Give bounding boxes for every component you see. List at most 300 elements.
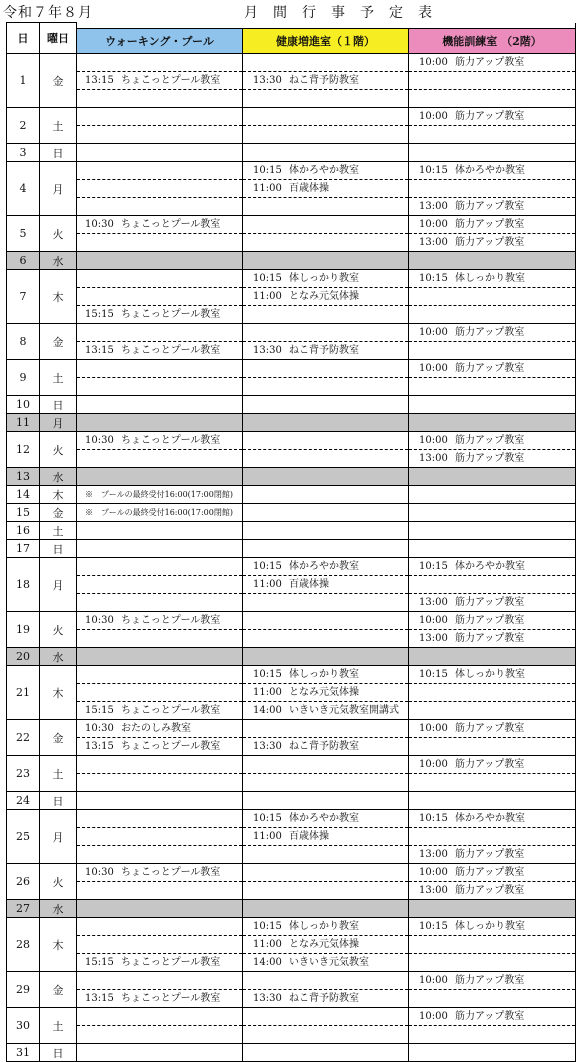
time-slot — [77, 558, 242, 576]
schedule-cell-a — [77, 162, 243, 216]
time-slot — [409, 738, 575, 755]
schedule-cell-c — [409, 792, 576, 810]
weekday-cell: 金 — [40, 720, 77, 756]
day-cell: 8 — [7, 324, 40, 360]
time-slot — [243, 630, 408, 647]
table-row — [7, 54, 576, 108]
slot-time: 13:00 — [419, 237, 448, 248]
slot-time: 10:00 — [419, 363, 448, 374]
schedule-cell-b — [243, 864, 409, 900]
slot-time: 13:00 — [419, 453, 448, 464]
schedule-cell-a — [77, 144, 243, 162]
time-slot — [243, 486, 408, 503]
time-slot — [409, 180, 575, 198]
time-slot — [243, 972, 408, 990]
weekday-cell: 火 — [40, 864, 77, 900]
slot-time: 11:00 — [253, 939, 282, 950]
time-slot — [243, 414, 408, 431]
time-slot — [409, 972, 575, 990]
time-slot — [243, 324, 408, 342]
day-cell: 5 — [7, 216, 40, 252]
slot-time: 10:15 — [253, 921, 282, 932]
time-slot — [409, 810, 575, 828]
time-slot — [243, 144, 408, 161]
slot-time: 11:00 — [253, 291, 282, 302]
time-slot — [77, 918, 242, 936]
schedule-cell-b — [243, 666, 409, 720]
weekday-cell: 月 — [40, 414, 77, 432]
slot-event: 体かろやか教室 — [455, 561, 525, 572]
slot-event: 筋力アップ教室 — [455, 111, 525, 122]
time-slot — [77, 108, 242, 126]
time-slot — [77, 666, 242, 684]
time-slot — [77, 396, 242, 413]
time-slot — [409, 594, 575, 611]
time-slot — [77, 288, 242, 306]
schedule-cell-c — [409, 612, 576, 648]
slot-time: 10:15 — [419, 813, 448, 824]
time-slot — [409, 612, 575, 630]
slot-event: 筋力アップ教室 — [455, 849, 525, 860]
time-slot — [243, 828, 408, 846]
slot-event: 筋力アップ教室 — [455, 759, 525, 770]
schedule-cell-b — [243, 432, 409, 468]
schedule-cell-b — [243, 720, 409, 756]
time-slot — [77, 1044, 242, 1061]
time-slot — [77, 594, 242, 611]
time-slot — [243, 882, 408, 899]
slot-event: ちょこっとプール教室 — [121, 219, 221, 230]
schedule-cell-c — [409, 522, 576, 540]
col-header-weekday: 曜日 — [40, 23, 77, 54]
schedule-cell-c — [409, 144, 576, 162]
time-slot — [77, 198, 242, 215]
day-cell: 6 — [7, 252, 40, 270]
weekday-cell: 水 — [40, 252, 77, 270]
weekday-cell: 月 — [40, 558, 77, 612]
day-cell: 18 — [7, 558, 40, 612]
time-slot — [243, 306, 408, 323]
weekday-cell: 火 — [40, 216, 77, 252]
slot-event: ちょこっとプール教室 — [121, 993, 221, 1004]
time-slot — [409, 1026, 575, 1043]
schedule-cell-b — [243, 540, 409, 558]
weekday-cell: 日 — [40, 540, 77, 558]
time-slot — [77, 900, 242, 917]
slot-event: 体しっかり教室 — [289, 669, 359, 680]
day-cell: 30 — [7, 1008, 40, 1044]
table-row — [7, 468, 576, 486]
slot-event: 筋力アップ教室 — [455, 453, 525, 464]
time-slot — [243, 558, 408, 576]
time-slot — [77, 522, 242, 539]
time-slot — [243, 738, 408, 755]
time-slot — [243, 180, 408, 198]
time-slot — [409, 162, 575, 180]
day-cell: 16 — [7, 522, 40, 540]
time-slot — [409, 378, 575, 395]
time-slot — [77, 234, 242, 251]
table-row — [7, 648, 576, 666]
schedule-cell-a — [77, 270, 243, 324]
day-cell: 14 — [7, 486, 40, 504]
time-slot — [409, 864, 575, 882]
weekday-cell: 月 — [40, 162, 77, 216]
time-slot — [243, 774, 408, 791]
schedule-cell-c — [409, 540, 576, 558]
slot-time: 10:00 — [419, 1011, 448, 1022]
time-slot — [409, 396, 575, 413]
slot-time: 10:00 — [419, 57, 448, 68]
pool-note: ※ プールの最終受付16:00(17:00閉館) — [85, 490, 233, 499]
day-cell: 9 — [7, 360, 40, 396]
day-cell: 26 — [7, 864, 40, 900]
time-slot — [409, 522, 575, 539]
table-row — [7, 414, 576, 432]
day-cell: 27 — [7, 900, 40, 918]
slot-time: 14:00 — [253, 705, 282, 716]
slot-time: 10:15 — [253, 669, 282, 680]
time-slot — [243, 72, 408, 90]
slot-time: 10:15 — [419, 273, 448, 284]
time-slot — [243, 468, 408, 485]
time-slot — [77, 126, 242, 143]
time-slot — [409, 702, 575, 719]
schedule-cell-a — [77, 666, 243, 720]
time-slot — [409, 936, 575, 954]
schedule-cell-c — [409, 216, 576, 252]
slot-time: 10:00 — [419, 867, 448, 878]
time-slot — [77, 1026, 242, 1043]
slot-time: 13:00 — [419, 849, 448, 860]
slot-time: 13:00 — [419, 597, 448, 608]
slot-event: 筋力アップ教室 — [455, 435, 525, 446]
slot-event: ねこ背予防教室 — [289, 741, 359, 752]
schedule-cell-c — [409, 864, 576, 900]
time-slot — [243, 234, 408, 251]
time-slot — [77, 702, 242, 719]
schedule-cell-c — [409, 468, 576, 486]
schedule-cell-a — [77, 1044, 243, 1062]
schedule-cell-a — [77, 522, 243, 540]
schedule-cell-c — [409, 666, 576, 720]
schedule-cell-a — [77, 414, 243, 432]
slot-event: ちょこっとプール教室 — [121, 867, 221, 878]
schedule-cell-b — [243, 558, 409, 612]
time-slot — [409, 666, 575, 684]
time-slot — [77, 324, 242, 342]
slot-event: 筋力アップ教室 — [455, 597, 525, 608]
day-cell: 28 — [7, 918, 40, 972]
time-slot — [409, 216, 575, 234]
time-slot — [77, 90, 242, 107]
schedule-cell-a — [77, 324, 243, 360]
time-slot — [409, 630, 575, 647]
table-row — [7, 144, 576, 162]
schedule-cell-b — [243, 756, 409, 792]
schedule-cell-a — [77, 900, 243, 918]
time-slot — [243, 612, 408, 630]
slot-event: 百歳体操 — [289, 579, 329, 590]
weekday-cell: 火 — [40, 432, 77, 468]
weekday-cell: 日 — [40, 1044, 77, 1062]
time-slot — [77, 180, 242, 198]
table-row — [7, 486, 576, 504]
day-cell: 24 — [7, 792, 40, 810]
slot-event: 体かろやか教室 — [455, 165, 525, 176]
schedule-cell-a — [77, 792, 243, 810]
slot-event: 体かろやか教室 — [289, 561, 359, 572]
slot-event: いきいき元気教室開講式 — [289, 705, 399, 716]
slot-time: 10:00 — [419, 759, 448, 770]
time-slot — [77, 828, 242, 846]
schedule-cell-c — [409, 54, 576, 108]
schedule-cell-a — [77, 756, 243, 792]
time-slot — [77, 846, 242, 863]
table-row — [7, 540, 576, 558]
slot-event: ちょこっとプール教室 — [121, 435, 221, 446]
slot-time: 13:15 — [85, 741, 114, 752]
time-slot — [243, 90, 408, 107]
time-slot — [77, 684, 242, 702]
time-slot — [409, 792, 575, 809]
schedule-cell-c — [409, 1008, 576, 1044]
time-slot — [243, 198, 408, 215]
time-slot — [409, 126, 575, 143]
slot-time: 10:00 — [419, 435, 448, 446]
time-slot — [243, 1008, 408, 1026]
schedule-cell-c — [409, 414, 576, 432]
day-cell: 11 — [7, 414, 40, 432]
slot-time: 14:00 — [253, 957, 282, 968]
table-row — [7, 1008, 576, 1044]
time-slot — [77, 144, 242, 161]
schedule-cell-c — [409, 504, 576, 522]
time-slot — [243, 954, 408, 971]
schedule-cell-a — [77, 1008, 243, 1044]
weekday-cell: 金 — [40, 504, 77, 522]
day-cell: 31 — [7, 1044, 40, 1062]
table-row — [7, 360, 576, 396]
schedule-cell-b — [243, 324, 409, 360]
time-slot — [409, 576, 575, 594]
slot-time: 10:15 — [253, 165, 282, 176]
weekday-cell: 金 — [40, 324, 77, 360]
schedule-cell-b — [243, 810, 409, 864]
schedule-cell-a — [77, 432, 243, 468]
weekday-cell: 日 — [40, 144, 77, 162]
time-slot — [243, 216, 408, 234]
schedule-cell-b — [243, 1008, 409, 1044]
slot-event: 筋力アップ教室 — [455, 1011, 525, 1022]
slot-event: ちょこっとプール教室 — [121, 75, 221, 86]
day-cell: 17 — [7, 540, 40, 558]
time-slot — [409, 144, 575, 161]
time-slot — [243, 810, 408, 828]
slot-event: となみ元気体操 — [289, 291, 359, 302]
time-slot — [243, 918, 408, 936]
time-slot — [409, 306, 575, 323]
slot-event: 体かろやか教室 — [289, 165, 359, 176]
time-slot — [77, 720, 242, 738]
slot-event: 体かろやか教室 — [455, 813, 525, 824]
slot-event: 体しっかり教室 — [455, 669, 525, 680]
table-row — [7, 1044, 576, 1062]
schedule-cell-b — [243, 468, 409, 486]
table-row — [7, 252, 576, 270]
day-cell: 23 — [7, 756, 40, 792]
slot-event: 筋力アップ教室 — [455, 237, 525, 248]
time-slot — [243, 594, 408, 611]
slot-event: いきいき元気教室 — [289, 957, 369, 968]
time-slot — [409, 558, 575, 576]
table-row — [7, 432, 576, 468]
weekday-cell: 土 — [40, 108, 77, 144]
table-row — [7, 270, 576, 324]
table-row — [7, 972, 576, 1008]
day-cell: 20 — [7, 648, 40, 666]
time-slot — [77, 774, 242, 791]
schedule-cell-b — [243, 396, 409, 414]
slot-time: 11:00 — [253, 579, 282, 590]
time-slot — [243, 432, 408, 450]
time-slot — [409, 108, 575, 126]
schedule-cell-b — [243, 1044, 409, 1062]
time-slot — [77, 72, 242, 90]
slot-event: 百歳体操 — [289, 831, 329, 842]
time-slot — [243, 270, 408, 288]
time-slot — [243, 378, 408, 395]
slot-time: 13:00 — [419, 885, 448, 896]
time-slot — [77, 162, 242, 180]
page-title: 月間行事予定表 — [244, 5, 447, 21]
slot-time: 10:15 — [419, 561, 448, 572]
slot-time: 13:30 — [253, 75, 282, 86]
time-slot — [409, 684, 575, 702]
time-slot — [409, 774, 575, 791]
slot-time: 10:15 — [253, 273, 282, 284]
schedule-cell-a — [77, 468, 243, 486]
time-slot — [243, 504, 408, 521]
time-slot — [409, 54, 575, 72]
schedule-cell-a — [77, 918, 243, 972]
weekday-cell: 土 — [40, 756, 77, 792]
weekday-cell: 月 — [40, 810, 77, 864]
weekday-cell: 日 — [40, 792, 77, 810]
time-slot — [409, 270, 575, 288]
table-row — [7, 558, 576, 612]
time-slot — [409, 72, 575, 90]
schedule-cell-a — [77, 558, 243, 612]
weekday-cell: 日 — [40, 396, 77, 414]
schedule-cell-b — [243, 504, 409, 522]
slot-time: 13:00 — [419, 633, 448, 644]
time-slot — [409, 468, 575, 485]
slot-time: 13:15 — [85, 993, 114, 1004]
time-slot — [409, 918, 575, 936]
schedule-cell-b — [243, 144, 409, 162]
slot-event: 筋力アップ教室 — [455, 885, 525, 896]
time-slot — [409, 900, 575, 917]
time-slot — [243, 900, 408, 917]
time-slot — [243, 666, 408, 684]
weekday-cell: 火 — [40, 612, 77, 648]
col-header-walking-pool: ウォーキング・プール — [77, 29, 243, 54]
time-slot — [77, 612, 242, 630]
day-cell: 3 — [7, 144, 40, 162]
time-slot — [243, 360, 408, 378]
schedule-cell-b — [243, 108, 409, 144]
schedule-cell-b — [243, 270, 409, 324]
schedule-cell-c — [409, 486, 576, 504]
time-slot — [409, 198, 575, 215]
time-slot — [243, 288, 408, 306]
time-slot — [77, 252, 242, 269]
day-cell: 15 — [7, 504, 40, 522]
slot-event: ちょこっとプール教室 — [121, 741, 221, 752]
time-slot — [409, 540, 575, 557]
schedule-cell-a — [77, 648, 243, 666]
schedule-cell-c — [409, 972, 576, 1008]
slot-time: 13:30 — [253, 993, 282, 1004]
table-row — [7, 162, 576, 216]
slot-time: 10:15 — [419, 165, 448, 176]
time-slot — [409, 504, 575, 521]
slot-event: ちょこっとプール教室 — [121, 615, 221, 626]
schedule-cell-c — [409, 360, 576, 396]
time-slot — [243, 702, 408, 719]
schedule-table — [6, 22, 576, 1062]
schedule-cell-a — [77, 108, 243, 144]
slot-event: 筋力アップ教室 — [455, 867, 525, 878]
slot-event: ねこ背予防教室 — [289, 75, 359, 86]
schedule-cell-c — [409, 270, 576, 324]
slot-event: 筋力アップ教室 — [455, 615, 525, 626]
time-slot — [77, 432, 242, 450]
slot-time: 11:00 — [253, 831, 282, 842]
time-slot — [243, 936, 408, 954]
slot-time: 13:30 — [253, 741, 282, 752]
slot-time: 13:15 — [85, 75, 114, 86]
day-cell: 22 — [7, 720, 40, 756]
schedule-cell-b — [243, 900, 409, 918]
col-header-training-room: 機能訓練室 （2階） — [409, 29, 576, 54]
time-slot — [77, 792, 242, 809]
time-slot — [409, 432, 575, 450]
schedule-cell-b — [243, 792, 409, 810]
schedule-cell-a — [77, 720, 243, 756]
time-slot — [243, 864, 408, 882]
time-slot — [243, 108, 408, 126]
slot-time: 10:00 — [419, 723, 448, 734]
time-slot — [409, 360, 575, 378]
time-slot — [77, 54, 242, 72]
schedule-cell-b — [243, 972, 409, 1008]
schedule-cell-b — [243, 612, 409, 648]
slot-time: 10:30 — [85, 435, 114, 446]
schedule-cell-a — [77, 396, 243, 414]
slot-event: おたのしみ教室 — [121, 723, 191, 734]
time-slot — [409, 342, 575, 359]
table-row — [7, 864, 576, 900]
time-slot — [77, 630, 242, 647]
time-slot — [77, 648, 242, 665]
time-slot — [77, 306, 242, 323]
table-row — [7, 666, 576, 720]
schedule-cell-c — [409, 900, 576, 918]
time-slot — [409, 1008, 575, 1026]
time-slot — [409, 288, 575, 306]
